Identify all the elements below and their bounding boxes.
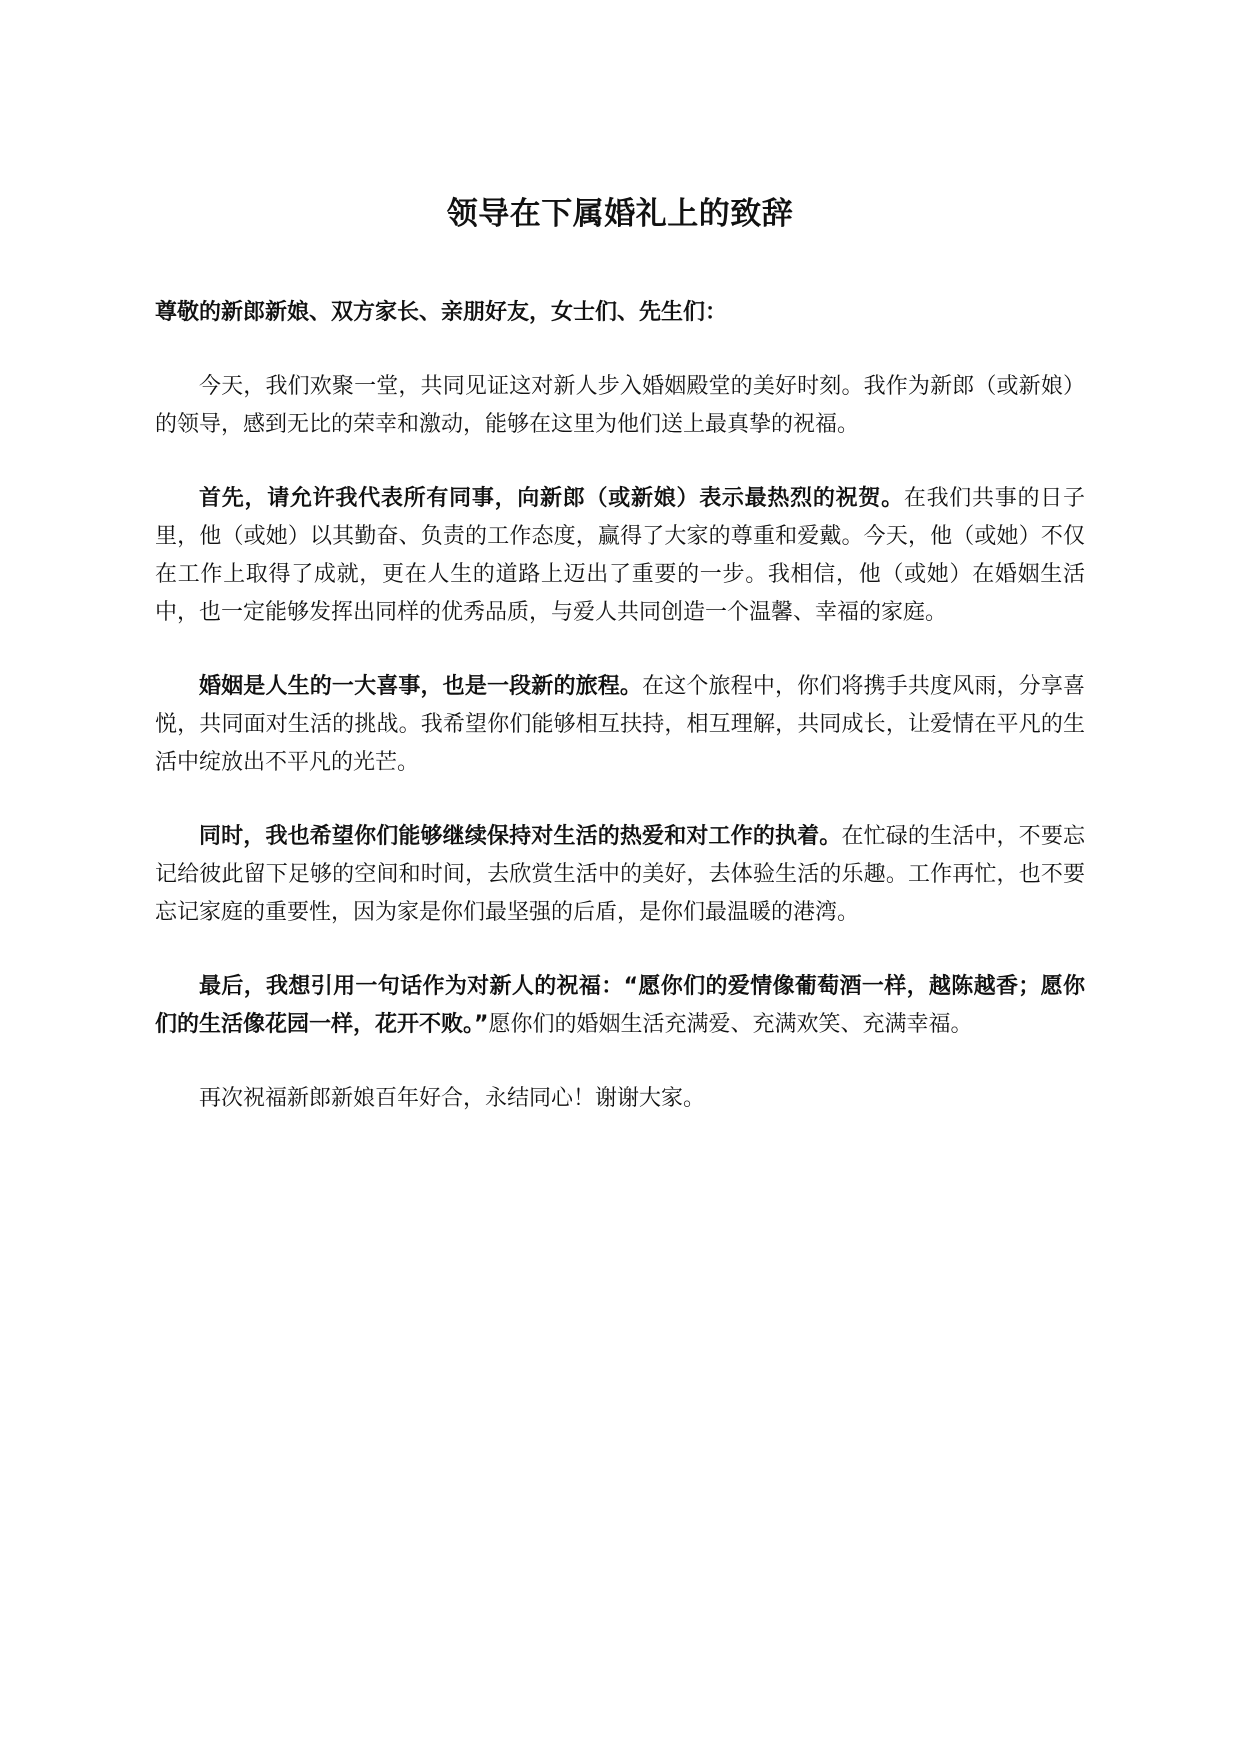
paragraph-text: 在我们共事的日子里，他（或她）以其勤奋、负责的工作态度，赢得了大家的尊重和爱戴。今天，他（或她）不仅在工作上取得了成就，更在人生的道路上迈出了重要的一步。我相信，他（或她）在婚姻生活中，也一定能够发挥出同样的优秀品质，与爱人共同创造一个温馨、幸福的家庭。: [155, 486, 1085, 625]
paragraph-text: 今天，我们欢聚一堂，共同见证这对新人步入婚姻殿堂的美好时刻。我作为新郎（或新娘）的领导，感到无比的荣幸和激动，能够在这里为他们送上最真挚的祝福。: [155, 374, 1085, 437]
document-title: 领导在下属婚礼上的致辞: [446, 196, 794, 232]
paragraph-hopes: [155, 818, 1085, 932]
paragraph-lead: 首先，请允许我代表所有同事，向新郎（或新娘）表示最热烈的祝贺。: [199, 486, 904, 511]
paragraph-marriage-journey: [155, 668, 1085, 782]
paragraph-quote-blessing: [155, 968, 1085, 1044]
paragraph-text: 愿你们的婚姻生活充满爱、充满欢笑、充满幸福。: [488, 1012, 973, 1037]
paragraph-text: 再次祝福新郎新娘百年好合，永结同心！谢谢大家。: [199, 1086, 706, 1111]
paragraph-lead: 婚姻是人生的一大喜事，也是一段新的旅程。: [199, 674, 643, 699]
salutation: 尊敬的新郎新娘、双方家长、亲朋好友，女士们、先生们：: [155, 300, 728, 325]
document-body: [155, 294, 1085, 1154]
paragraph-closing: [155, 1080, 1085, 1118]
paragraph-text: 在这个旅程中，你们将携手共度风雨，分享喜悦，共同面对生活的挑战。我希望你们能够相互扶持，相互理解，共同成长，让爱情在平凡的生活中绽放出不平凡的光芒。: [155, 674, 1085, 775]
paragraph-lead: 同时，我也希望你们能够继续保持对生活的热爱和对工作的执着。: [199, 824, 842, 849]
paragraph-lead: 最后，我想引用一句话作为对新人的祝福：“愿你们的爱情像葡萄酒一样，越陈越香；愿你们的生活像花园一样，花开不败。”: [155, 974, 1085, 1037]
paragraph-text: 在忙碌的生活中，不要忘记给彼此留下足够的空间和时间，去欣赏生活中的美好，去体验生活的乐趣。工作再忙，也不要忘记家庭的重要性，因为家是你们最坚强的后盾，是你们最温暖的港湾。: [155, 824, 1085, 925]
paragraph-congratulations: [155, 480, 1085, 632]
paragraph-opening: [155, 368, 1085, 444]
